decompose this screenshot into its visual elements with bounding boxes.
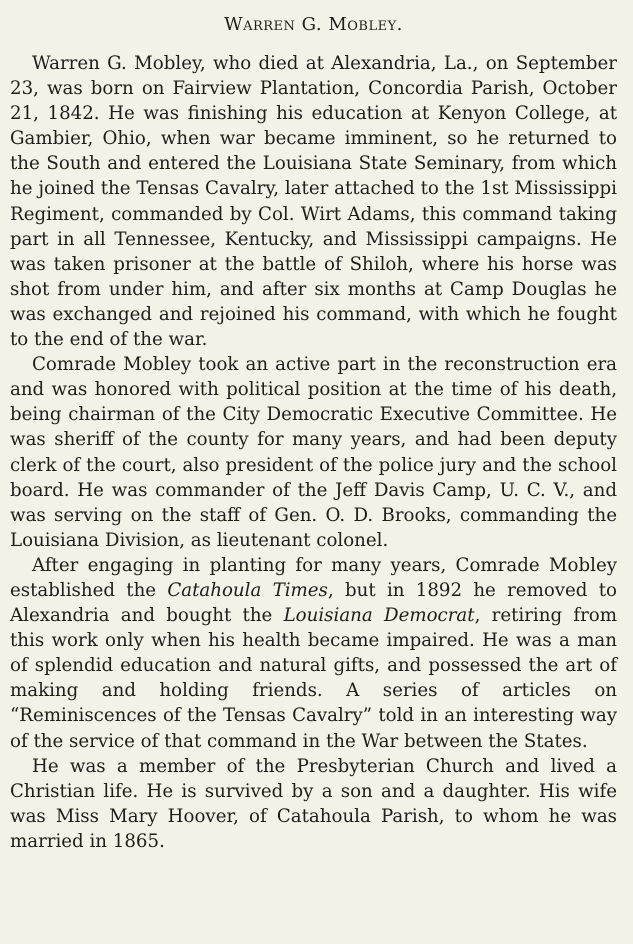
paragraph-text: , retiring from this work only when his health became impaired. He was a man of splendid education and natural gifts, and possessed the art of making and holding friends. A series of articles on “Reminiscences of the Tensas Cavalry” told in an interesting way of the service of that command in the War between the States. [10,605,617,752]
newspaper-title-catahoula-times: Catahoula Times [167,579,328,601]
paragraph-text: , but in 1892 he removed to Alexandria and bought the [10,579,617,627]
article-title: Warren G. Mobley. [224,14,403,35]
paragraph-4 [10,754,617,854]
paragraph-text: Warren G. Mobley, who died at Alexandria, La., on September 23, was born on Fairview Plantation, Concordia Parish, October 21, 1842. He was finishing his education at Kenyon College, at Gambier, Ohio, when war became imminent, so he returned to the South and entered the Louisiana State Seminary, from which he joined the Tensas Cavalry, later attached to the 1st Mississippi Regiment, commanded by Col. Wirt Adams, this command taking part in all Tennessee, Kentucky, and Mississippi campaigns. He was taken prisoner at the battle of Shiloh, where his horse was shot from under him, and after six months at Camp Douglas he was exchanged and rejoined his command, with which he fought to the end of the war. [10,53,617,351]
paragraph-text: After engaging in planting for many years, Comrade Mobley established the [10,554,617,601]
newspaper-title-louisiana-democrat: Louisiana Democrat [283,605,475,627]
paragraph-text: Comrade Mobley took an active part in the reconstruction era and was honored with political position at the time of his death, being chairman of the City Democratic Executive Committee. He was sheriff of the county for many years, and had been deputy clerk of the court, also president of the police jury and the school board. He was commander of the Jeff Davis Camp, U. C. V., and was serving on the staff of Gen. O. D. Brooks, commanding the Louisiana Division, as lieutenant colonel. [10,354,617,551]
paragraph-1 [10,51,617,352]
paragraph-2 [10,352,617,553]
paragraph-3 [10,553,617,754]
paragraph-text: He was a member of the Presbyterian Church and lived a Christian life. He is survived by a son and a daughter. His wife was Miss Mary Hoover, of Catahoula Parish, to whom he was married in 1865. [10,755,617,852]
